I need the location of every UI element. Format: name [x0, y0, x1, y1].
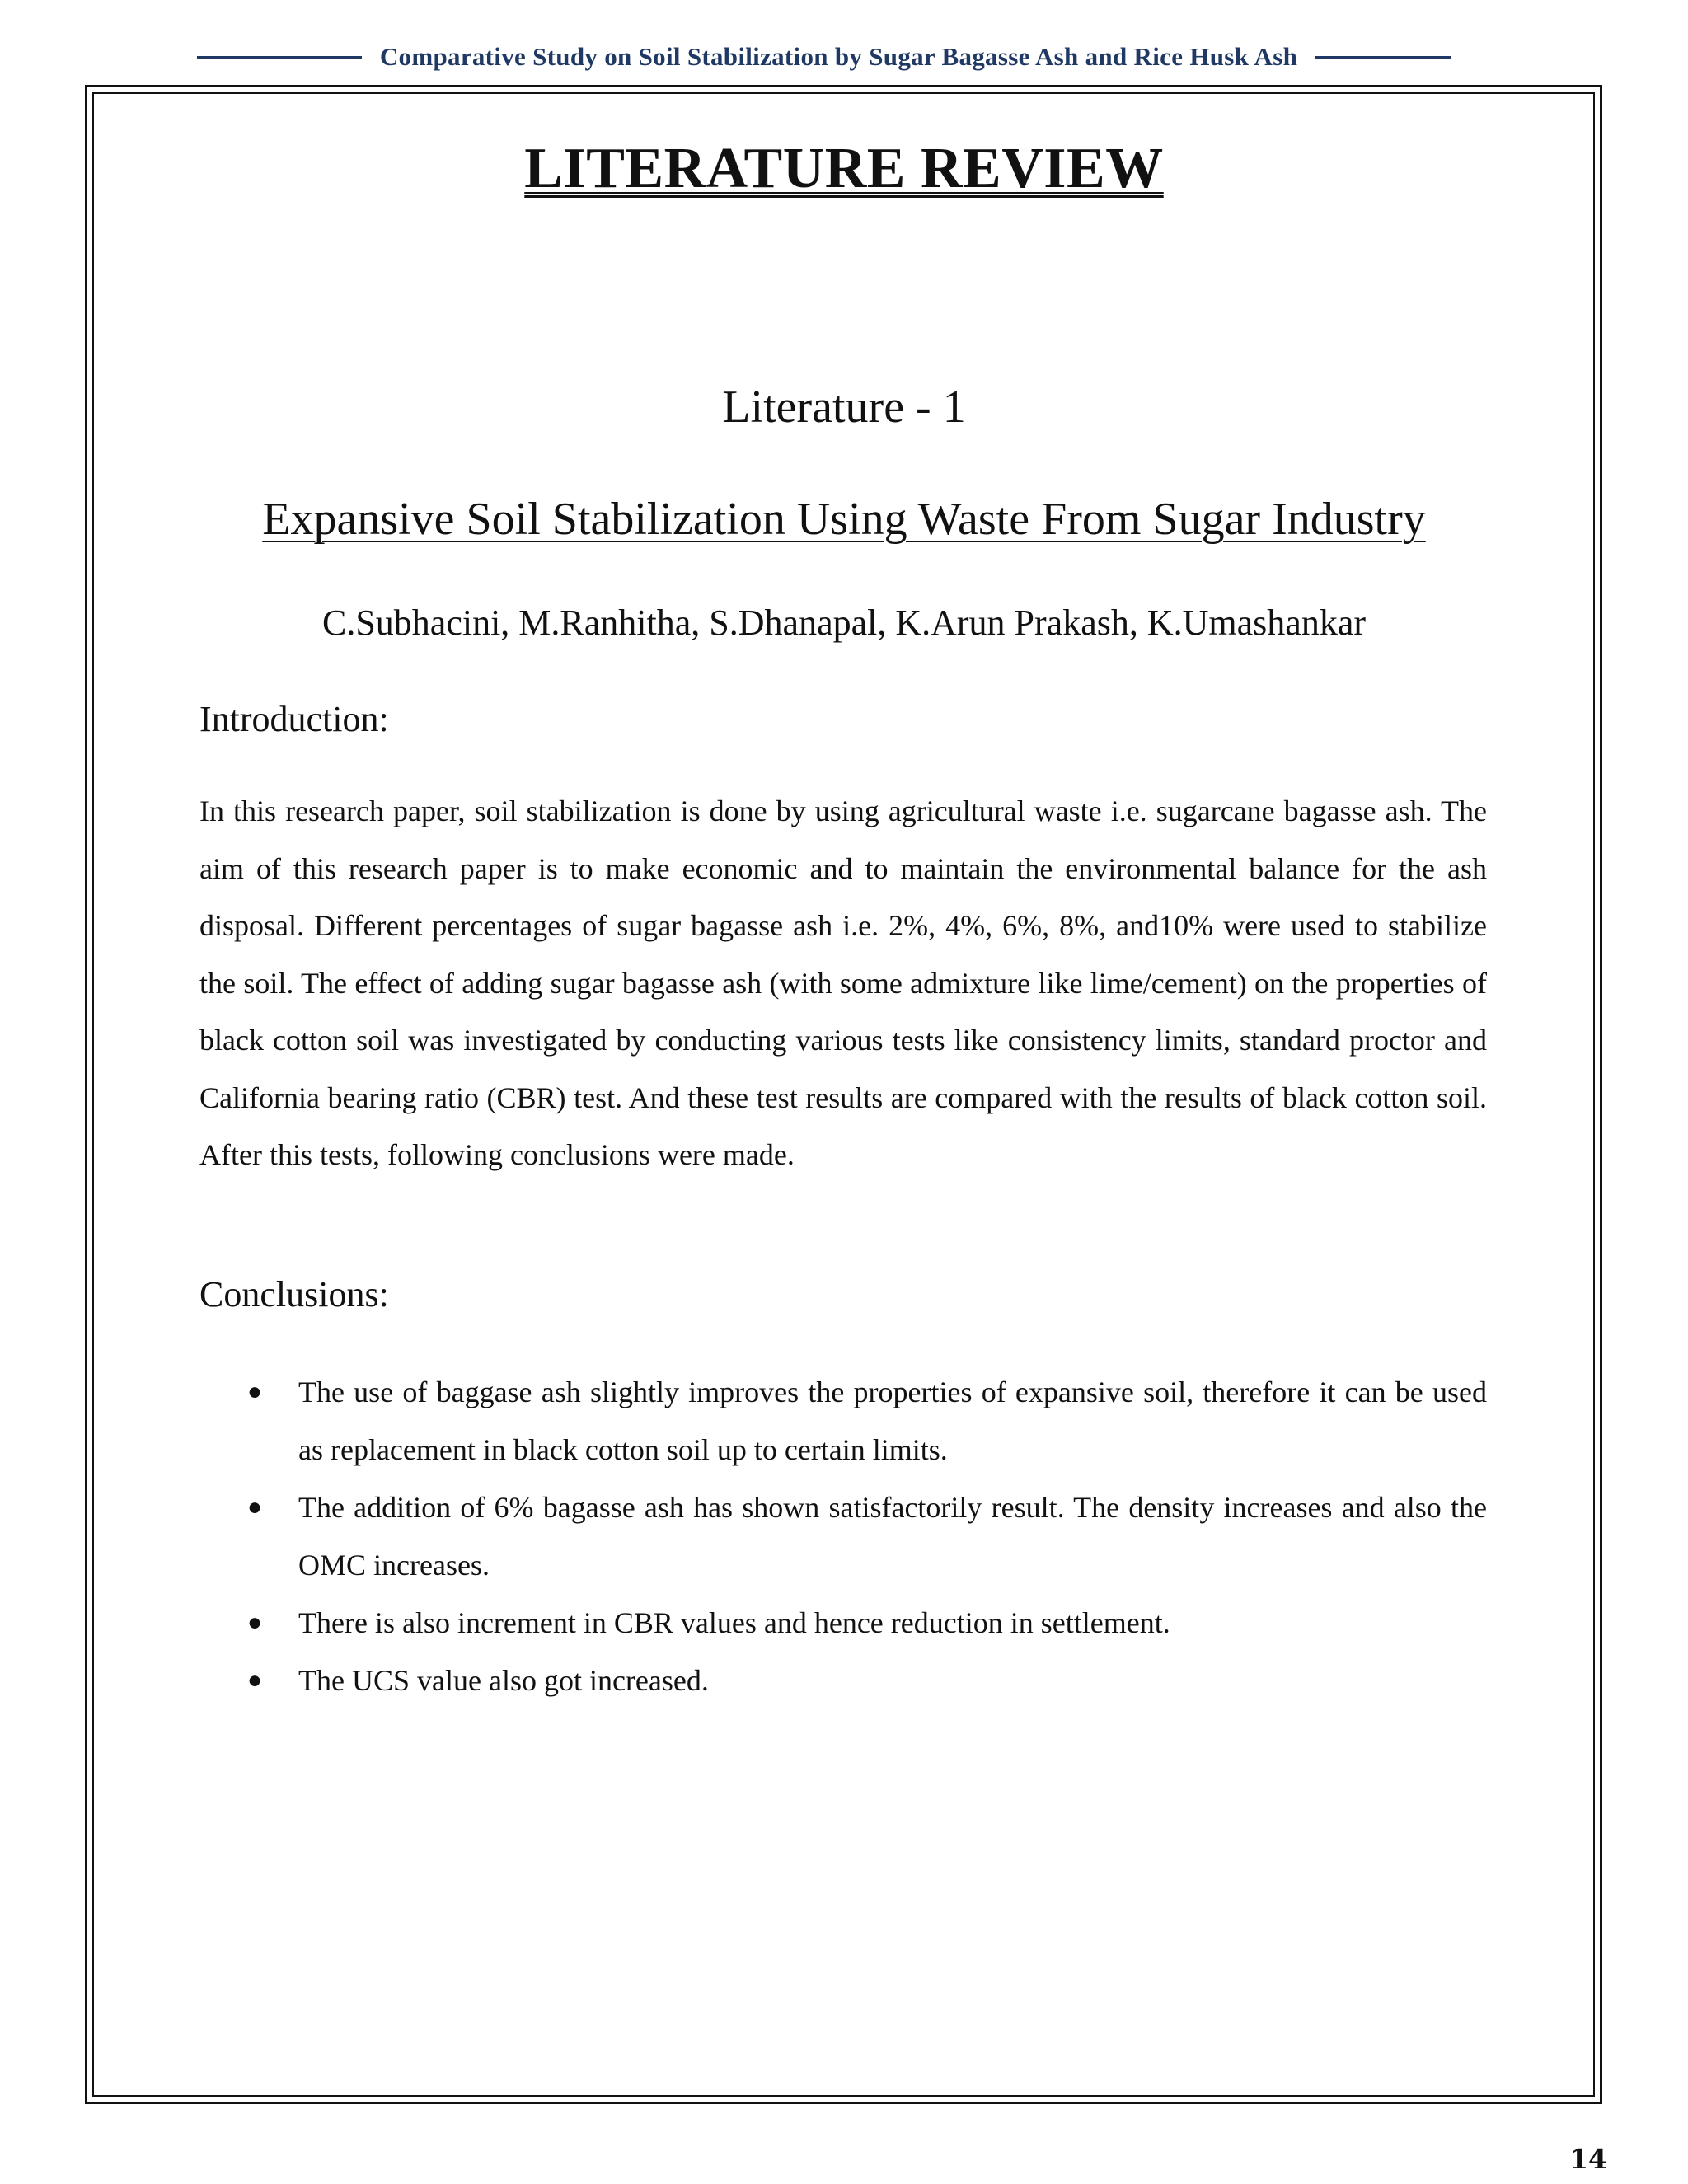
conclusion-item — [199, 1652, 1487, 1709]
introduction-heading: Introduction: — [199, 699, 389, 739]
bullet-icon: ● — [247, 1666, 263, 1694]
introduction-paragraph: In this research paper, soil stabilization is done by using agricultural waste i.e. sugarcane bagasse ash. The aim of this research paper is to make economic and to maintain the environmental balance for the ash disposal. Different percentages of sugar bagasse ash i.e. 2%, 4%, 6%, 8%, and10% were used to stabilize the soil. The effect of adding sugar bagasse ash (with some admixture like lime/cement) on the properties of black cotton soil was investigated by conducting various tests like consistency limits, standard proctor and California bearing ratio (CBR) test. And these test results are compared with the results of black cotton soil. After this tests, following conclusions were made. — [199, 794, 1487, 1171]
running-header — [169, 36, 1479, 77]
conclusions-list — [199, 1363, 1487, 1709]
conclusion-text: The UCS value also got increased. — [298, 1664, 709, 1697]
bullet-icon: ● — [247, 1609, 263, 1636]
conclusion-text: The addition of 6% bagasse ash has shown satisfactorily result. The density increases and also the OMC increases. — [298, 1491, 1487, 1582]
page-number: 14 — [1569, 2143, 1607, 2175]
conclusion-text: There is also increment in CBR values and hence reduction in settlement. — [298, 1606, 1170, 1639]
bullet-icon: ● — [247, 1378, 263, 1405]
header-rule-right — [1315, 56, 1451, 59]
running-header-title: Comparative Study on Soil Stabilization by Sugar Bagasse Ash and Rice Husk Ash — [379, 42, 1298, 71]
conclusion-text: The use of baggase ash slightly improves the properties of expansive soil, therefore it can be used as replacement in black cotton soil up to certain limits. — [298, 1376, 1487, 1466]
literature-number: Literature - 1 — [722, 382, 966, 433]
header-rule-left — [197, 56, 362, 59]
paper-authors: C.Subhacini, M.Ranhitha, S.Dhanapal, K.Arun Prakash, K.Umashankar — [321, 602, 1366, 643]
conclusion-item — [199, 1479, 1487, 1594]
section-title: LITERATURE REVIEW — [524, 137, 1164, 200]
conclusion-item — [199, 1594, 1487, 1652]
bullet-icon: ● — [247, 1493, 263, 1521]
conclusions-heading: Conclusions: — [199, 1274, 389, 1315]
paper-title: Expansive Soil Stabilization Using Waste From Sugar Industry — [262, 494, 1426, 545]
conclusion-item — [199, 1363, 1487, 1479]
